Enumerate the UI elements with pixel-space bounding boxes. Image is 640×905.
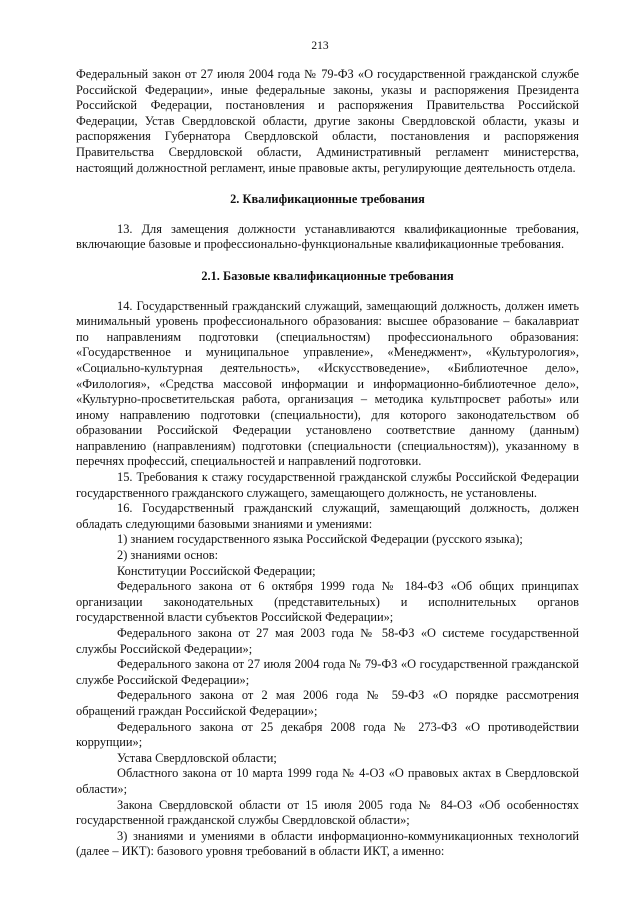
paragraph-13: 13. Для замещения должности устанавливаются квалификационные требования, включающие базовые и профессионально-функциональные квалификационные требования. xyxy=(76,221,579,252)
document-body xyxy=(76,67,579,860)
list-item: Конституции Российской Федерации; xyxy=(117,563,316,578)
intro-paragraph: Федеральный закон от 27 июля 2004 года № 79-ФЗ «О государственной гражданской службе Российской Федерации», иные федеральные законы, указы и распоряжения Президента Российской Федерации, постановления и распоряжения Правительства Российской Федерации, Устав Свердловской области, другие законы Свердловской области, указы и распоряжения Губернатора Свердловской области, постановления и распоряжения Правительства Свердловской области, Административный регламент министерства, настоящий должностной регламент, иные правовые акты, регулирующие деятельность отдела. xyxy=(76,67,579,175)
list-item: Закона Свердловской области от 15 июля 2005 года № 84-ОЗ «Об особенностях государственной гражданской службы Свердловской области»; xyxy=(76,797,579,828)
section-heading-2: 2. Квалификационные требования xyxy=(230,192,425,207)
list-item: Областного закона от 10 марта 1999 года № 4-ОЗ «О правовых актах в Свердловской области»; xyxy=(76,766,579,796)
list-item: 2) знаниями основ: xyxy=(117,548,219,563)
list-item: Устава Свердловской области; xyxy=(117,750,277,765)
list-item: Федерального закона от 2 мая 2006 года № 59-ФЗ «О порядке рассмотрения обращений граждан Российской Федерации»; xyxy=(76,688,579,718)
paragraph-14: 14. Государственный гражданский служащий, замещающий должность, должен иметь минимальный уровень профессионального образования: высшее образование – бакалавриат по направлениям подготовки (специальностям) профессионального образования: «Государственное и муниципальное управление», «Менеджмент», «Культурология», «Социально-культурная деятельность», «Искусствоведение», «Библиотечное дело», «Филология», «Средства массовой информации и информационно-библиотечное дело», «Культурно-просветительская работа, организация – методика культпросвет работы» или иному направлению подготовки (специальности), для которого законодательством об образовании Российской Федерации установлено соответствие данному (данным) направлению (направлениям) подготовки (специальности (специальностям)), указанному в перечнях профессий, специальностей и направлений подготовки. xyxy=(76,298,579,469)
section-heading-2-1: 2.1. Базовые квалификационные требования xyxy=(201,268,454,283)
list-item: Федерального закона от 6 октября 1999 года № 184-ФЗ «Об общих принципах организации законодательных (представительных) и исполнительных органов государственной власти субъектов Российской Федерации»; xyxy=(76,579,579,625)
page-number: 213 xyxy=(311,40,329,52)
list-item: Федерального закона от 27 мая 2003 года № 58-ФЗ «О системе государственной службы Российской Федерации»; xyxy=(76,626,579,656)
list-item: Федерального закона от 25 декабря 2008 года № 273-ФЗ «О противодействии коррупции»; xyxy=(76,719,579,750)
paragraph-15: 15. Требования к стажу государственной гражданской службы Российской Федерации государственного гражданского служащего, замещающего должность, не установлены. xyxy=(76,470,579,500)
list-item: Федерального закона от 27 июля 2004 года № 79-ФЗ «О государственной гражданской службе Российской Федерации»; xyxy=(76,657,579,687)
list-item: 1) знанием государственного языка Российской Федерации (русского языка); xyxy=(117,532,523,547)
list-item: 3) знаниями и умениями в области информационно-коммуникационных технологий (далее – ИКТ): базового уровня требований в области ИКТ, а именно: xyxy=(76,828,579,859)
paragraph-16: 16. Государственный гражданский служащий, замещающий должность, должен обладать следующими базовыми знаниями и умениями: xyxy=(76,501,579,531)
